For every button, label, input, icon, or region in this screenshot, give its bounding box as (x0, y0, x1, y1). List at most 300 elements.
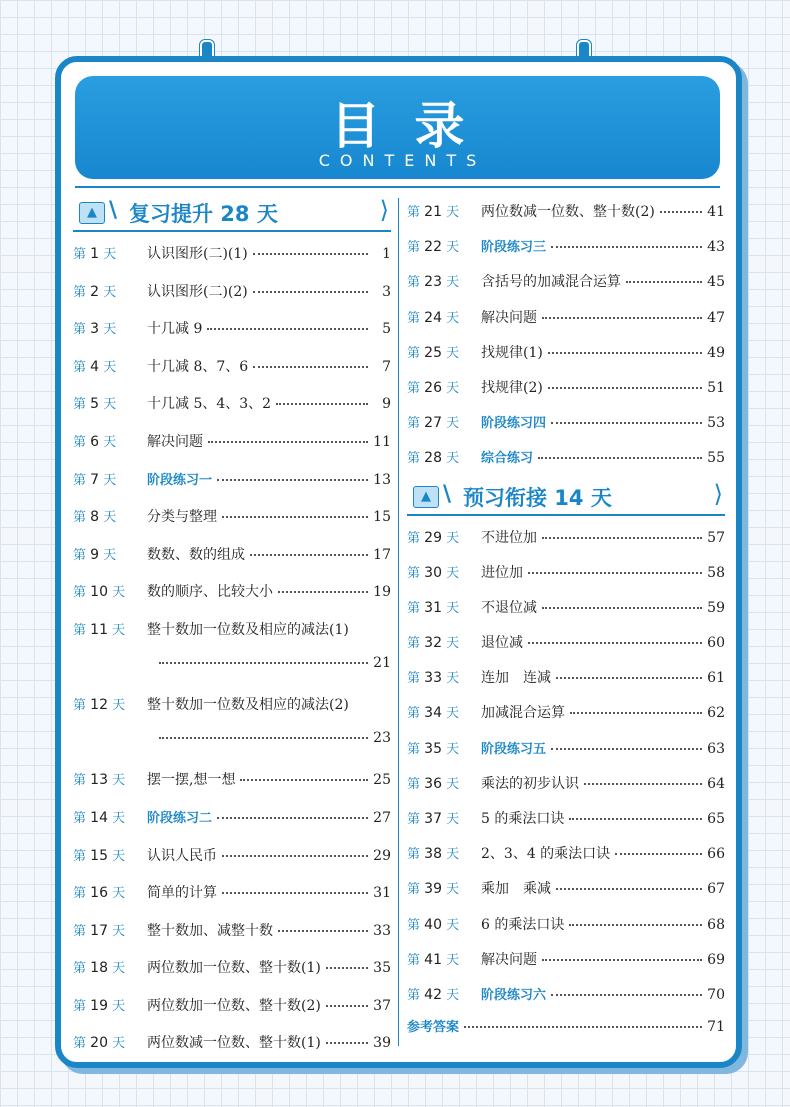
toc-entry[interactable] (407, 553, 725, 588)
contents-frame (55, 56, 742, 1068)
leader-dots (253, 253, 368, 255)
toc-entry[interactable] (407, 623, 725, 658)
answer-label: 参考答案 (407, 1020, 460, 1036)
day-suffix: 天 (112, 848, 126, 864)
entry-title: 十几减 5、4、3、2 (147, 396, 272, 413)
leader-dots (464, 1026, 702, 1028)
page-number: 61 (707, 670, 725, 687)
day-suffix: 天 (112, 698, 126, 714)
day-prefix: 第 (407, 380, 421, 396)
toc-list-right-bottom (407, 518, 725, 1011)
entry-title: 连加 连减 (481, 670, 551, 687)
toc-entry[interactable] (407, 403, 725, 438)
entry-title: 综合练习 (481, 451, 534, 467)
day-prefix: 第 (73, 622, 87, 638)
header-rule (75, 186, 720, 188)
page-number: 51 (707, 379, 725, 396)
day-number: 31 (424, 599, 442, 616)
day-number: 36 (424, 775, 442, 792)
page-number: 47 (707, 309, 725, 326)
entry-title: 5 的乘法口诀 (481, 811, 565, 827)
leader-dots (556, 677, 702, 679)
day-number: 24 (424, 309, 442, 326)
toc-entry[interactable] (407, 975, 725, 1010)
page-title: 目录 (330, 97, 499, 155)
leader-dots (159, 662, 368, 664)
page-number: 5 (382, 321, 391, 338)
day-number: 39 (424, 881, 442, 898)
toc-entry[interactable] (73, 422, 391, 460)
leader-dots (528, 572, 702, 574)
page-number: 67 (707, 881, 725, 898)
day-suffix: 天 (446, 741, 460, 757)
day-suffix: 天 (446, 812, 460, 827)
day-number: 34 (424, 705, 442, 722)
leader-dots (551, 246, 702, 248)
day-label (407, 702, 481, 721)
day-prefix: 第 (407, 636, 421, 652)
day-label (73, 807, 147, 826)
day-label (407, 843, 481, 862)
day-prefix: 第 (73, 284, 87, 300)
toc-entry[interactable] (407, 368, 725, 403)
day-suffix: 天 (112, 773, 126, 789)
day-number: 17 (90, 922, 108, 939)
leader-dots (626, 281, 702, 283)
day-number: 12 (90, 697, 108, 714)
day-label (73, 393, 147, 412)
toc-entry[interactable] (73, 234, 391, 272)
day-suffix: 天 (112, 998, 126, 1014)
leader-dots (542, 959, 702, 961)
entry-line (73, 655, 391, 671)
day-suffix: 天 (446, 275, 460, 291)
page-number: 57 (707, 529, 725, 546)
day-prefix: 第 (73, 547, 87, 563)
day-label (407, 984, 481, 1003)
entry-title: 数数、数的组成 (147, 546, 245, 563)
leader-dots (542, 537, 702, 539)
toc-entry[interactable] (407, 940, 725, 975)
day-prefix: 第 (73, 585, 87, 601)
leader-dots (253, 291, 368, 293)
day-label (73, 694, 147, 713)
leader-dots (538, 457, 702, 459)
day-suffix: 天 (446, 600, 460, 616)
day-label (407, 271, 481, 290)
day-number: 3 (90, 321, 100, 338)
toc-entry[interactable] (73, 911, 391, 949)
slash-icon: \ (443, 481, 452, 507)
page-number: 29 (373, 847, 391, 864)
entry-title: 含括号的加减混合运算 (481, 274, 621, 291)
toc-entry[interactable] (407, 588, 725, 623)
page-number: 17 (373, 546, 391, 563)
day-label (73, 845, 147, 864)
toc-entry[interactable] (73, 948, 391, 986)
day-suffix: 天 (446, 917, 460, 933)
day-prefix: 第 (407, 205, 421, 220)
day-prefix: 第 (73, 434, 87, 450)
day-number: 16 (90, 885, 108, 902)
day-prefix: 第 (73, 923, 87, 939)
day-prefix: 第 (73, 359, 87, 375)
entry-title: 加减混合运算 (481, 705, 565, 722)
page-number: 9 (382, 396, 391, 413)
day-label (407, 738, 481, 757)
day-prefix: 第 (407, 530, 421, 546)
day-prefix: 第 (407, 952, 421, 968)
leader-dots (556, 888, 702, 890)
day-number: 6 (90, 433, 100, 450)
day-prefix: 第 (407, 812, 421, 827)
day-suffix: 天 (446, 310, 460, 326)
day-label (407, 773, 481, 792)
day-label (407, 914, 481, 933)
entry-line (73, 730, 391, 746)
entry-title: 十几减 8、7、6 (147, 358, 249, 375)
entry-title: 6 的乘法口诀 (481, 916, 565, 933)
toc-entry[interactable] (73, 497, 391, 535)
toc-entry[interactable] (73, 610, 391, 685)
leader-dots (326, 967, 368, 969)
page-number: 71 (707, 1019, 725, 1036)
leader-dots (159, 737, 368, 739)
toc-entry[interactable] (407, 298, 725, 333)
day-label (73, 506, 147, 525)
book-icon: ▲ (413, 486, 439, 508)
toc-entry[interactable] (73, 760, 391, 798)
page-number: 21 (373, 654, 391, 671)
day-prefix: 第 (73, 510, 87, 526)
page-number: 65 (707, 811, 725, 827)
day-prefix: 第 (73, 810, 87, 826)
day-suffix: 天 (103, 247, 117, 262)
toc-entry[interactable] (407, 333, 725, 368)
day-number: 5 (90, 396, 100, 413)
day-number: 38 (424, 846, 442, 863)
day-number: 21 (424, 204, 442, 220)
toc-entry[interactable] (407, 869, 725, 904)
slash-icon: \ (109, 198, 118, 223)
leader-dots (326, 1042, 368, 1044)
day-suffix: 天 (103, 434, 117, 450)
day-prefix: 第 (73, 1036, 87, 1052)
entry-title: 阶段练习三 (481, 240, 547, 256)
day-suffix: 天 (446, 706, 460, 722)
day-label (407, 236, 481, 255)
day-prefix: 第 (407, 847, 421, 863)
entry-title: 两位数减一位数、整十数(1) (147, 1035, 321, 1052)
day-suffix: 天 (446, 636, 460, 652)
day-number: 23 (424, 274, 442, 291)
page-number: 64 (707, 775, 725, 792)
entry-title: 解决问题 (481, 309, 537, 326)
page-number: 53 (707, 415, 725, 432)
column-divider (398, 198, 399, 1046)
leader-dots (208, 441, 368, 443)
day-label (73, 281, 147, 300)
section-title: 复习提升 28 天 (129, 202, 278, 226)
page-number: 35 (373, 960, 391, 977)
entry-title: 乘法的初步认识 (481, 775, 579, 792)
entry-title: 十几减 9 (147, 321, 203, 338)
toc-entry[interactable] (73, 873, 391, 911)
entry-title: 认识图形(二)(1) (147, 246, 248, 262)
day-prefix: 第 (407, 600, 421, 616)
entry-title: 进位加 (481, 564, 523, 581)
page-number: 49 (707, 344, 725, 361)
day-prefix: 第 (407, 776, 421, 792)
day-prefix: 第 (407, 987, 421, 1003)
toc-entry[interactable] (407, 658, 725, 693)
leader-dots (615, 853, 702, 855)
day-number: 40 (424, 916, 442, 933)
leader-dots (551, 422, 702, 424)
leader-dots (551, 748, 702, 750)
entry-title: 找规律(2) (481, 379, 543, 396)
page-number: 33 (373, 922, 391, 939)
day-prefix: 第 (73, 773, 87, 789)
page-number: 45 (707, 274, 725, 291)
day-suffix: 天 (112, 923, 126, 939)
entry-title: 整十数加一位数及相应的减法(2) (147, 697, 349, 714)
page-number: 60 (707, 635, 725, 652)
day-label (407, 527, 481, 546)
day-suffix: 天 (446, 671, 460, 687)
entry-title: 阶段练习六 (481, 987, 547, 1003)
toc-entry[interactable] (73, 1023, 391, 1061)
toc-entry[interactable] (407, 192, 725, 227)
entry-title: 不退位减 (481, 599, 537, 616)
leader-dots (542, 607, 702, 609)
day-prefix: 第 (407, 345, 421, 361)
day-suffix: 天 (446, 530, 460, 546)
leader-dots (217, 479, 368, 481)
section-header-review (73, 196, 391, 232)
day-suffix: 天 (103, 359, 117, 375)
toc-entry[interactable] (407, 227, 725, 262)
leader-dots (276, 403, 368, 405)
day-prefix: 第 (407, 706, 421, 722)
entry-line (73, 694, 391, 714)
leader-dots (217, 817, 368, 819)
leader-dots (278, 930, 368, 932)
day-prefix: 第 (407, 882, 421, 898)
day-label (407, 667, 481, 686)
leader-dots (584, 783, 702, 785)
toc-entry[interactable] (73, 986, 391, 1024)
day-label (407, 447, 481, 466)
entry-title: 两位数加一位数、整十数(1) (147, 960, 321, 977)
day-number: 13 (90, 772, 108, 789)
leader-dots (570, 712, 702, 714)
page-number: 66 (707, 846, 725, 863)
page-number: 63 (707, 740, 725, 757)
page-number: 39 (373, 1035, 391, 1052)
day-number: 32 (424, 635, 442, 652)
day-prefix: 第 (407, 416, 421, 432)
day-suffix: 天 (446, 987, 460, 1003)
toc-entry[interactable] (407, 518, 725, 553)
day-label (73, 882, 147, 901)
page-number: 43 (707, 239, 725, 256)
day-label (407, 597, 481, 616)
day-label (73, 769, 147, 788)
toc-entry[interactable] (407, 834, 725, 869)
entry-title: 阶段练习四 (481, 416, 547, 432)
entry-title: 数的顺序、比较大小 (147, 584, 273, 601)
day-number: 37 (424, 811, 442, 827)
leader-dots (542, 317, 702, 319)
day-suffix: 天 (103, 472, 117, 488)
day-prefix: 第 (407, 671, 421, 687)
page-number: 58 (707, 564, 725, 581)
page-number: 27 (373, 809, 391, 826)
section-title: 预习衔接 14 天 (463, 485, 612, 510)
day-suffix: 天 (112, 585, 126, 601)
day-number: 19 (90, 997, 108, 1014)
toc-entry[interactable] (73, 460, 391, 498)
leader-dots (207, 328, 368, 330)
day-prefix: 第 (407, 741, 421, 757)
book-icon: ▲ (79, 202, 105, 224)
day-label (73, 431, 147, 450)
toc-entry[interactable] (73, 309, 391, 347)
leader-dots (569, 818, 702, 820)
toc-entry[interactable] (73, 798, 391, 836)
page-number: 31 (373, 885, 391, 902)
day-number: 28 (424, 450, 442, 467)
entry-title: 阶段练习二 (147, 810, 213, 826)
toc-entry[interactable] (73, 572, 391, 610)
day-label (407, 342, 481, 361)
chevron-right-icon: ⟩ (379, 196, 389, 224)
toc-entry[interactable] (73, 384, 391, 422)
entry-title: 两位数减一位数、整十数(2) (481, 204, 655, 220)
day-number: 22 (424, 239, 442, 256)
section-header-preview (407, 480, 725, 516)
day-prefix: 第 (407, 451, 421, 467)
day-label (73, 318, 147, 337)
left-column (73, 192, 391, 1061)
day-label (73, 920, 147, 939)
day-label (73, 469, 147, 488)
page-number: 25 (373, 772, 391, 789)
toc-entry[interactable] (407, 438, 725, 473)
entry-title: 退位减 (481, 635, 523, 652)
toc-entry[interactable] (73, 347, 391, 385)
entry-title: 认识人民币 (147, 847, 217, 864)
day-number: 29 (424, 529, 442, 546)
day-label (407, 949, 481, 968)
day-label (73, 243, 147, 262)
toc-entry[interactable] (407, 693, 725, 728)
day-suffix: 天 (103, 284, 117, 300)
day-number: 8 (90, 509, 100, 526)
day-label (407, 412, 481, 431)
page-number: 62 (707, 705, 725, 722)
page-number: 23 (373, 730, 391, 747)
day-suffix: 天 (112, 961, 126, 977)
day-number: 1 (90, 246, 100, 262)
leader-dots (222, 516, 368, 518)
page-number: 3 (382, 283, 391, 300)
entry-title: 两位数加一位数、整十数(2) (147, 997, 321, 1014)
leader-dots (222, 855, 368, 857)
day-prefix: 第 (407, 310, 421, 326)
day-suffix: 天 (112, 886, 126, 902)
entry-title: 整十数加、减整十数 (147, 922, 273, 939)
day-prefix: 第 (407, 275, 421, 291)
leader-dots (548, 352, 702, 354)
day-number: 15 (90, 847, 108, 864)
day-suffix: 天 (446, 565, 460, 581)
entry-title: 分类与整理 (147, 509, 217, 526)
leader-dots (551, 994, 702, 996)
toc-entry[interactable] (73, 836, 391, 874)
page-number: 59 (707, 599, 725, 616)
leader-dots (569, 924, 702, 926)
toc-entry-answers[interactable] (407, 1010, 725, 1044)
toc-entry[interactable] (407, 905, 725, 940)
toc-entry[interactable] (73, 535, 391, 573)
day-suffix: 天 (446, 847, 460, 863)
entry-title: 阶段练习一 (147, 472, 213, 488)
toc-entry[interactable] (73, 685, 391, 760)
contents-banner (75, 76, 720, 179)
entry-title: 解决问题 (481, 951, 537, 968)
leader-dots (240, 779, 368, 781)
toc-entry[interactable] (407, 799, 725, 834)
day-prefix: 第 (73, 247, 87, 262)
entry-title: 乘加 乘减 (481, 881, 551, 898)
day-number: 33 (424, 670, 442, 687)
page-number: 70 (707, 986, 725, 1003)
leader-dots (250, 554, 368, 556)
toc-entry[interactable] (73, 272, 391, 310)
day-prefix: 第 (407, 917, 421, 933)
page-number: 13 (373, 471, 391, 488)
day-number: 2 (90, 283, 100, 300)
page-number: 11 (373, 433, 391, 450)
entry-title: 不进位加 (481, 529, 537, 546)
right-column (407, 192, 725, 1044)
day-suffix: 天 (446, 451, 460, 467)
chevron-right-icon: ⟩ (713, 479, 723, 508)
day-label (407, 562, 481, 581)
day-number: 18 (90, 960, 108, 977)
day-suffix: 天 (103, 322, 117, 338)
day-number: 20 (90, 1035, 108, 1052)
day-suffix: 天 (446, 882, 460, 898)
day-suffix: 天 (446, 345, 460, 361)
day-number: 25 (424, 344, 442, 361)
day-label (73, 995, 147, 1014)
day-prefix: 第 (73, 472, 87, 488)
toc-entry[interactable] (407, 729, 725, 764)
day-suffix: 天 (103, 510, 117, 526)
day-label (407, 632, 481, 651)
day-suffix: 天 (112, 622, 126, 638)
day-suffix: 天 (112, 1036, 126, 1052)
toc-entry[interactable] (407, 262, 725, 297)
leader-dots (222, 892, 368, 894)
toc-entry[interactable] (407, 764, 725, 799)
day-prefix: 第 (73, 961, 87, 977)
day-number: 4 (90, 358, 100, 375)
day-number: 26 (424, 379, 442, 396)
